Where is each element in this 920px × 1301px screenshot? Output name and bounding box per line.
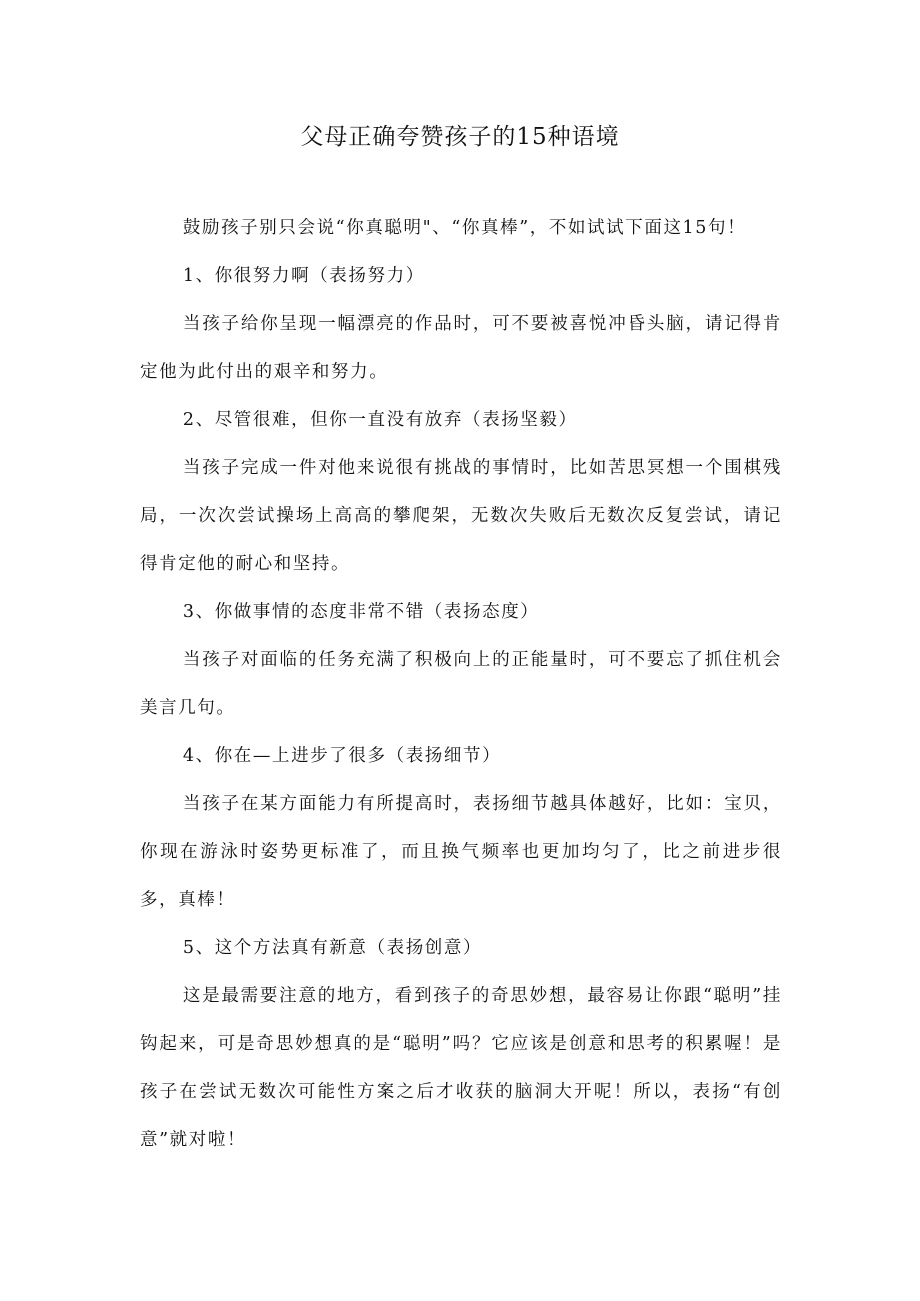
section-text-3: 当孩子对面临的任务充满了积极向上的正能量时，可不要忘了抓住机会美言几句。 — [140, 650, 782, 718]
section-heading-2: 2、尽管很难，但你一直没有放弃（表扬坚毅） — [182, 410, 578, 430]
section-heading-1: 1、你很努力啊（表扬努力） — [182, 266, 425, 286]
section-text-1: 当孩子给你呈现一幅漂亮的作品时，可不要被喜悦冲昏头脑，请记得肯定他为此付出的艰辛和努力。 — [140, 314, 782, 382]
document-body — [140, 204, 782, 1164]
section-heading-3: 3、你做事情的态度非常不错（表扬态度） — [182, 602, 540, 622]
section-heading-5: 5、这个方法真有新意（表扬创意） — [182, 938, 483, 958]
document-title: 父母正确夸赞孩子的15种语境 — [300, 124, 620, 150]
section-heading-4: 4、你在—上进步了很多（表扬细节） — [182, 746, 502, 766]
section-text-2: 当孩子完成一件对他来说很有挑战的事情时，比如苦思冥想一个围棋残局，一次次尝试操场上高高的攀爬架，无数次失败后无数次反复尝试，请记得肯定他的耐心和坚持。 — [140, 458, 782, 574]
section-text-4: 当孩子在某方面能力有所提高时，表扬细节越具体越好，比如：宝贝，你现在游泳时姿势更标准了，而且换气频率也更加均匀了，比之前进步很多，真棒！ — [140, 794, 782, 910]
section-text-5: 这是最需要注意的地方，看到孩子的奇思妙想，最容易让你跟“聪明”挂钩起来，可是奇思妙想真的是“聪明”吗？它应该是创意和思考的积累喔！是孩子在尝试无数次可能性方案之后才收获的脑洞大开呢！所以，表扬“有创意”就对啦！ — [140, 986, 782, 1150]
intro-paragraph: 鼓励孩子别只会说“你真聪明"、“你真棒”，不如试试下面这15句！ — [182, 218, 747, 238]
